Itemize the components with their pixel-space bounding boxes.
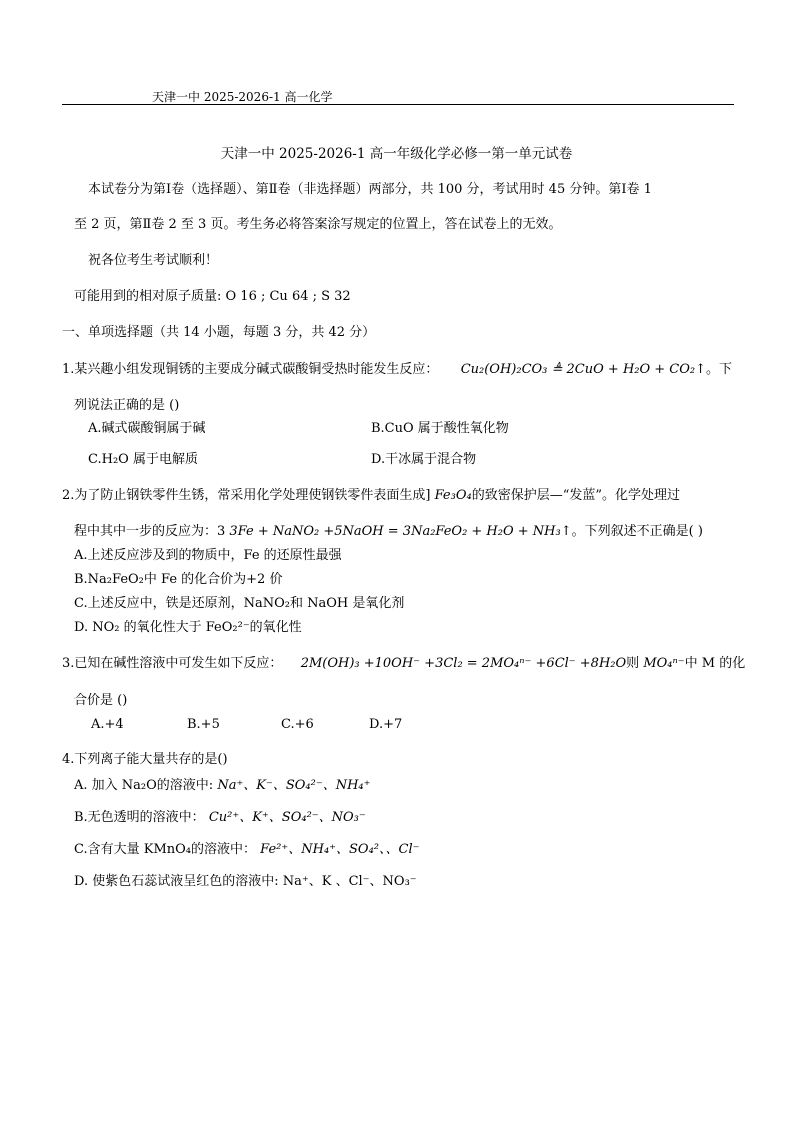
q3-stem-d: 合价是 () <box>74 693 128 708</box>
q4-b-text: B.无色透明的溶液中： <box>74 810 205 825</box>
q1-stem-a: 1.某兴趣小组发现铜锈的主要成分碱式碳酸铜受热时能发生反应： <box>62 362 439 377</box>
question-2-stem <box>62 488 680 504</box>
intro-line-2: 至 2 页，第Ⅱ卷 2 至 3 页。考生务必将答案涂写规定的位置上，答在试卷上的无效。 <box>74 217 562 232</box>
q3-option-a[interactable]: A.+4 <box>91 717 124 732</box>
q2-stem-b: 的致密保护层—“发蓝”。化学处理过 <box>471 488 681 503</box>
q3-option-d[interactable]: D.+7 <box>369 717 403 732</box>
q4-a-text: A. 加入 Na₂O的溶液中: <box>74 778 214 793</box>
q1-stem-c: 列说法正确的是 () <box>74 398 180 413</box>
intro-line-1: 本试卷分为第Ⅰ卷（选择题）、第Ⅱ卷（非选择题）两部分，共 100 分，考试用时 45 分钟。第Ⅰ卷 1 <box>88 182 652 197</box>
q2-stem-d: 。下列叙述不正确是( ) <box>571 524 703 539</box>
q1-option-b[interactable]: B.CuO 属于酸性氧化物 <box>371 421 509 436</box>
q4-c-text: C.含有大量 KMnO₄的溶液中： <box>74 842 257 857</box>
q1-option-d[interactable]: D.干冰属于混合物 <box>371 452 477 467</box>
q3-stem-b: 则 <box>626 656 640 671</box>
question-3-stem <box>62 656 745 672</box>
question-1-stem <box>62 362 732 378</box>
q2-option-a[interactable]: A.上述反应涉及到的物质中，Fe 的还原性最强 <box>74 548 342 563</box>
q4-a-ions: Na⁺、K⁻、SO₄²⁻、NH₄⁺ <box>217 778 371 793</box>
q1-equation: Cu₂(OH)₂CO₃ ≜ 2CuO + H₂O + CO₂↑ <box>460 362 707 377</box>
q4-c-ions: Fe²⁺、NH₄⁺、SO₄²、、Cl⁻ <box>260 842 420 857</box>
q4-option-d[interactable]: D. 使紫色石蕊试液呈红色的溶液中: Na⁺、K 、Cl⁻、NO₃⁻ <box>74 874 417 889</box>
intro-wish: 祝各位考生考试顺利！ <box>88 253 219 268</box>
q1-option-a[interactable]: A.碱式碳酸铜属于碱 <box>88 421 206 436</box>
q4-b-ions: Cu²⁺、K⁺、SO₄²⁻、NO₃⁻ <box>208 810 366 825</box>
atomic-masses: 可能用到的相对原子质量: O 16 ; Cu 64 ; S 32 <box>74 289 351 304</box>
q2-equation: 3Fe + NaNO₂ +5NaOH = 3Na₂FeO₂ + H₂O + NH₃↑ <box>229 524 572 539</box>
question-2-reaction <box>74 524 703 540</box>
q2-stem-a: 2.为了防止钢铁零件生锈，常采用化学处理使钢铁零件表面生成] <box>62 488 431 503</box>
q4-option-b[interactable] <box>74 810 366 826</box>
q2-stem-c: 程中其中一步的反应为：3 <box>74 524 226 539</box>
q2-formula: Fe₃O₄ <box>434 488 472 503</box>
q3-option-c[interactable]: C.+6 <box>281 717 314 732</box>
question-4-stem: 4.下列离子能大量共存的是() <box>62 752 228 767</box>
q1-stem-b: 。下 <box>706 362 733 377</box>
q3-equation: 2M(OH)₃ +10OH⁻ +3Cl₂ = 2MO₄ⁿ⁻ +6Cl⁻ +8H₂O <box>300 656 627 671</box>
exam-title: 天津一中 2025-2026-1 高一年级化学必修一第一单元试卷 <box>220 146 573 162</box>
header-rule <box>62 104 734 105</box>
q3-stem-a: 3.已知在碱性溶液中可发生如下反应： <box>62 656 283 671</box>
q1-option-c[interactable]: C.H₂O 属于电解质 <box>88 452 198 467</box>
q2-option-b[interactable]: B.Na₂FeO₂中 Fe 的化合价为+2 价 <box>74 572 283 587</box>
q3-option-b[interactable]: B.+5 <box>187 717 220 732</box>
q3-ion: MO₄ⁿ⁻ <box>643 656 685 671</box>
q4-option-c[interactable] <box>74 842 419 858</box>
q3-stem-c: 中 M 的化 <box>684 656 746 671</box>
q4-option-a[interactable] <box>74 778 371 794</box>
q2-option-d[interactable]: D. NO₂ 的氧化性大于 FeO₂²⁻的氧化性 <box>74 620 302 635</box>
q2-option-c[interactable]: C.上述反应中，铁是还原剂，NaNO₂和 NaOH 是氧化剂 <box>74 596 405 611</box>
page-header: 天津一中 2025-2026-1 高一化学 <box>152 90 333 104</box>
section-heading: 一、单项选择题（共 14 小题，每题 3 分，共 42 分） <box>62 325 376 340</box>
